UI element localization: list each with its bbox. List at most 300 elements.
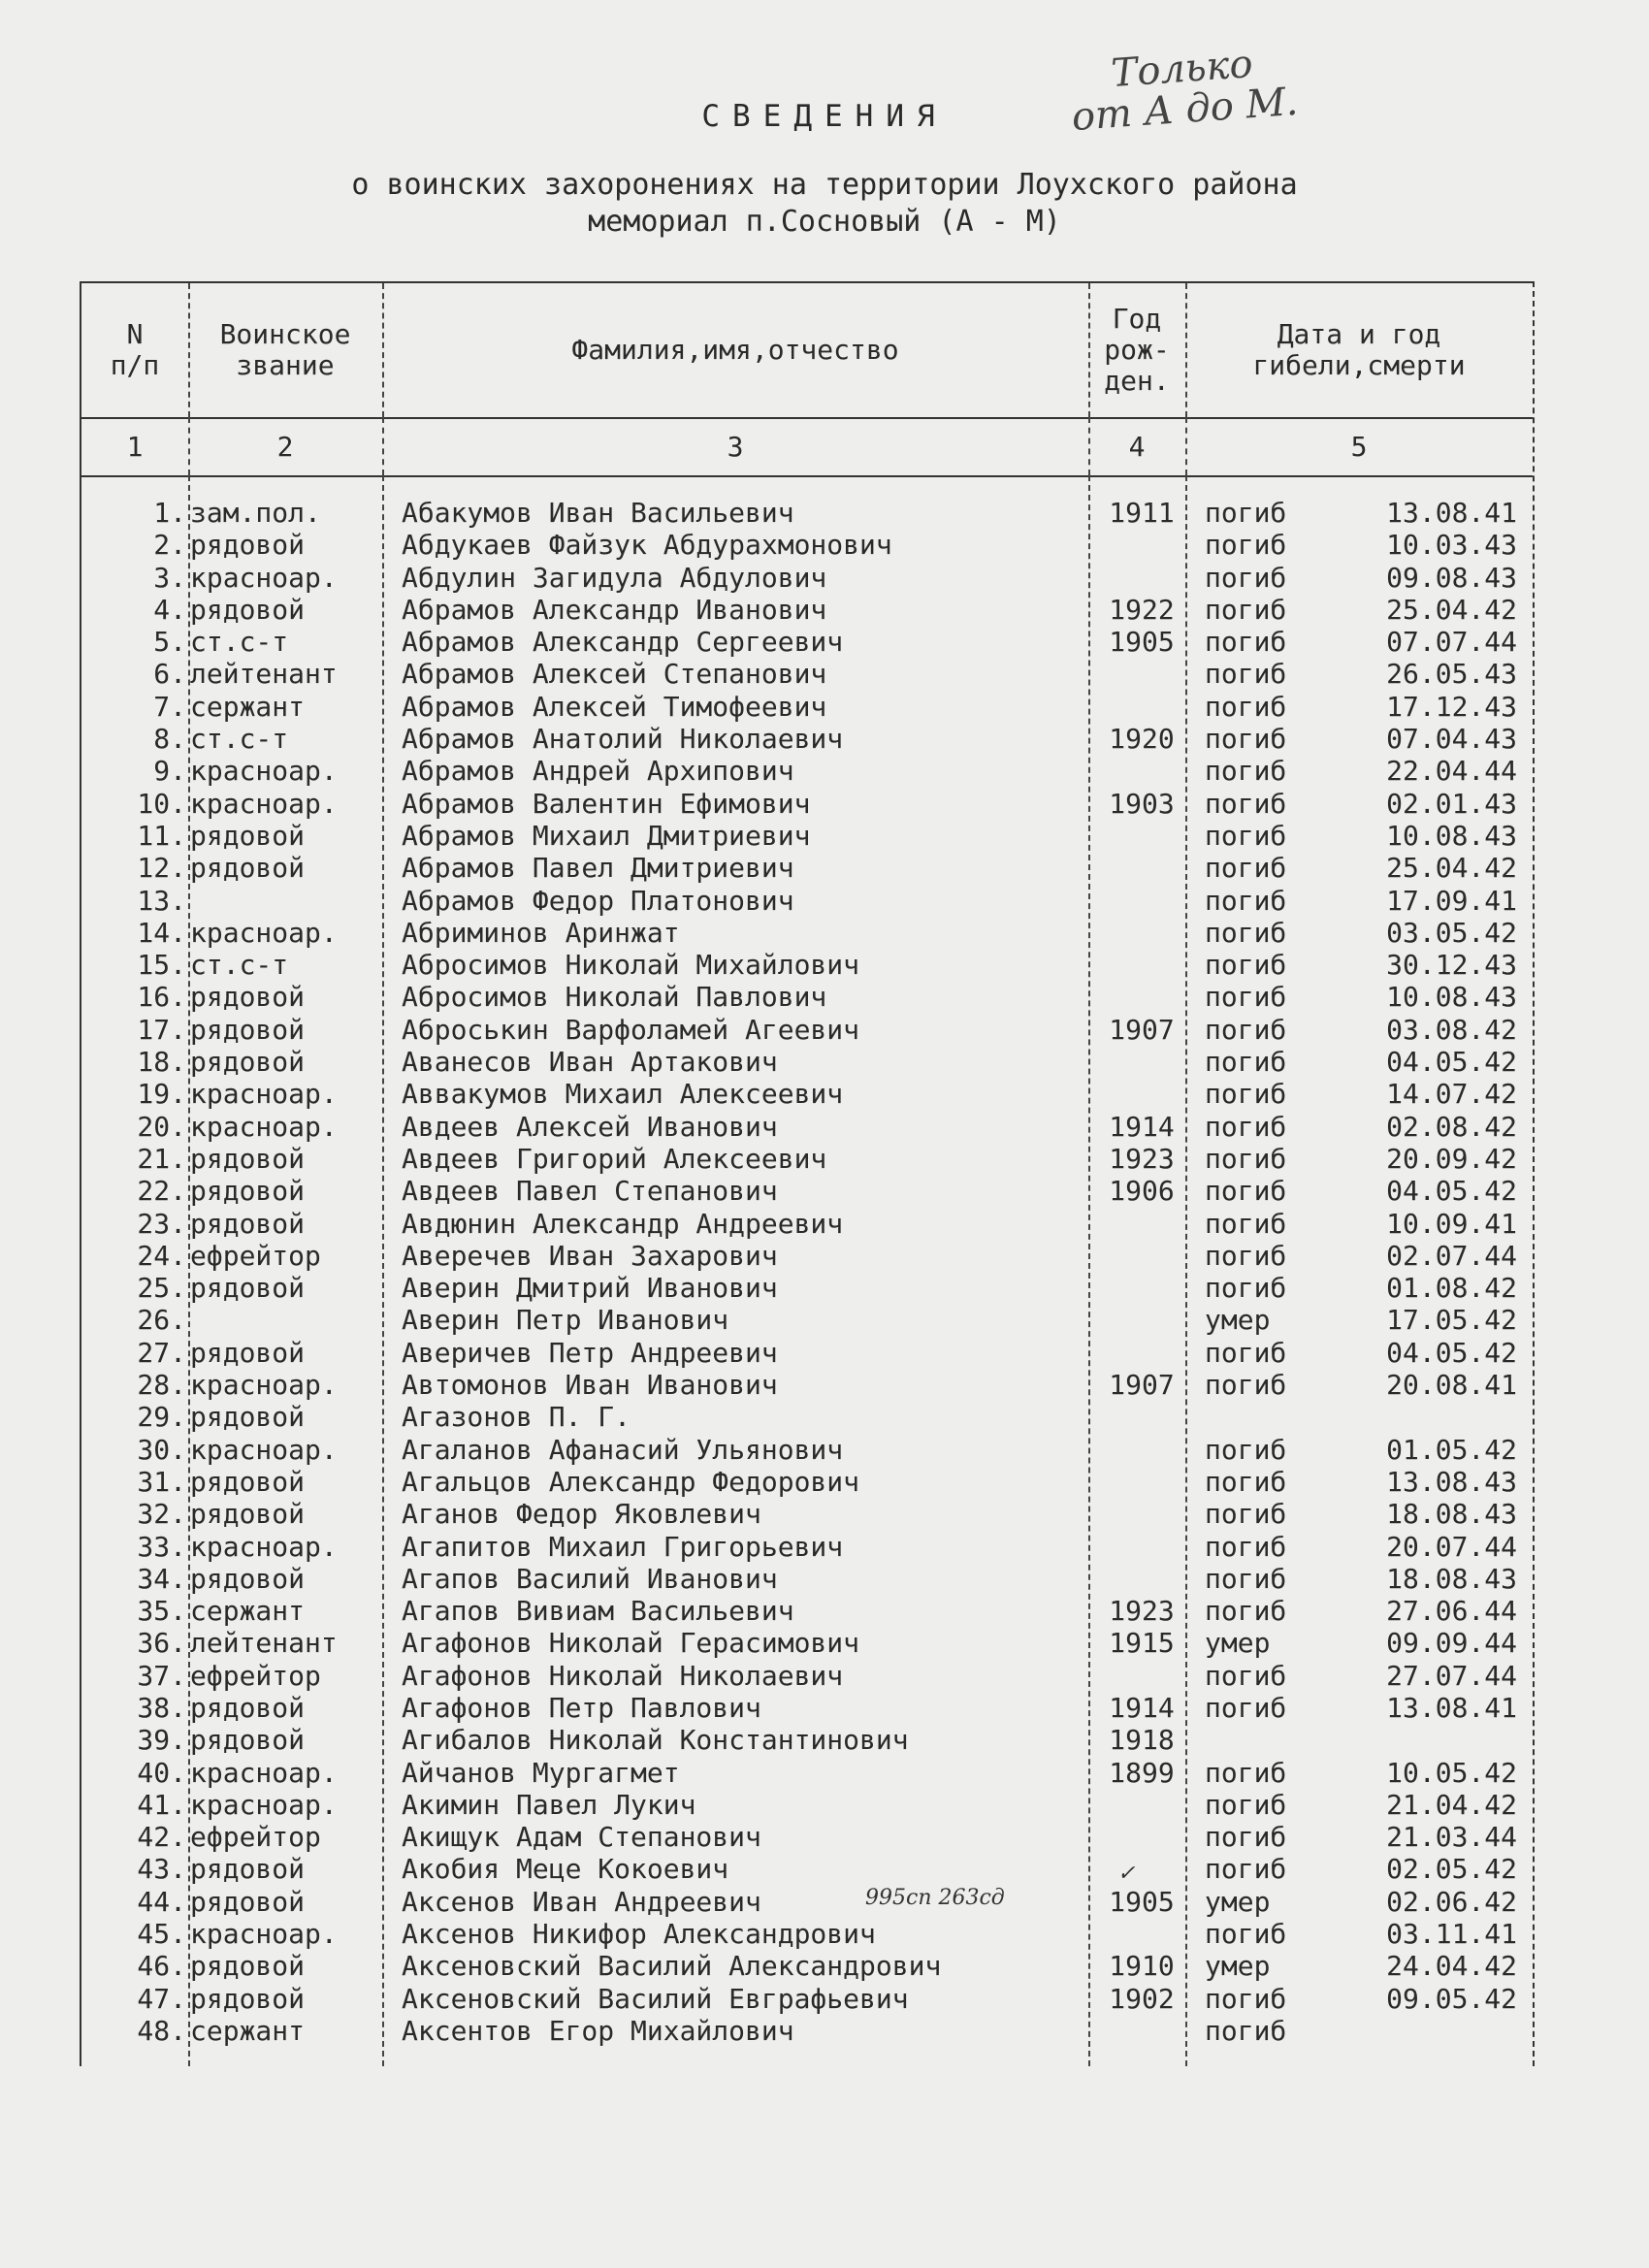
row-rank: рядовой xyxy=(190,1175,306,1208)
row-full-name: Агаланов Афанасий Ульянович xyxy=(402,1433,844,1466)
table-row xyxy=(81,529,1533,561)
row-number: 27. xyxy=(137,1336,186,1369)
row-rank: рядовой xyxy=(190,819,306,852)
row-full-name: Абрамов Анатолий Николаевич xyxy=(402,723,844,756)
row-status: погиб xyxy=(1205,1498,1287,1531)
row-full-name: Акобия Меце Кокоевич xyxy=(402,1853,729,1886)
row-death-date: 20.09.42 xyxy=(1386,1142,1517,1175)
row-birth-year: 1923 xyxy=(1109,1595,1175,1628)
row-status: погиб xyxy=(1205,884,1287,917)
table-body xyxy=(81,497,1533,2047)
table-row xyxy=(81,1595,1533,1627)
row-number: 25. xyxy=(137,1272,186,1305)
table-row xyxy=(81,1369,1533,1401)
row-death-date: 02.01.43 xyxy=(1386,787,1517,820)
row-death-date: 20.07.44 xyxy=(1386,1530,1517,1563)
row-rank: ефрейтор xyxy=(190,1239,321,1272)
row-status: погиб xyxy=(1205,787,1287,820)
row-rank: красноар. xyxy=(190,1530,338,1563)
document-subtitle xyxy=(0,167,1649,241)
table-row xyxy=(81,1531,1533,1563)
table-row xyxy=(81,1111,1533,1143)
row-rank: ст.с-т xyxy=(190,626,289,659)
table-row xyxy=(81,1627,1533,1659)
column-number: 1 xyxy=(126,430,144,463)
row-full-name: Абрамов Федор Платонович xyxy=(402,884,794,917)
row-full-name: Абрамов Андрей Архипович xyxy=(402,755,794,788)
row-rank: рядовой xyxy=(190,529,306,562)
table-row xyxy=(81,1466,1533,1498)
row-number: 6. xyxy=(153,658,186,691)
row-number: 37. xyxy=(137,1659,186,1692)
row-full-name: Абриминов Аринжат xyxy=(402,916,680,949)
row-number: 2. xyxy=(153,529,186,562)
row-death-date: 24.04.42 xyxy=(1386,1950,1517,1983)
row-full-name: Абросимов Николай Михайлович xyxy=(402,949,860,982)
row-death-date: 17.12.43 xyxy=(1386,690,1517,723)
row-number: 18. xyxy=(137,1046,186,1079)
row-full-name: Абрамов Александр Сергеевич xyxy=(402,626,844,659)
row-death-date: 21.04.42 xyxy=(1386,1788,1517,1821)
row-full-name: Абрамов Павел Дмитриевич xyxy=(402,852,794,885)
row-number: 39. xyxy=(137,1724,186,1757)
row-full-name: Аверин Дмитрий Иванович xyxy=(402,1272,778,1305)
row-number: 35. xyxy=(137,1595,186,1628)
table-row xyxy=(81,658,1533,690)
table-row xyxy=(81,1886,1533,1918)
row-status: погиб xyxy=(1205,1821,1287,1854)
row-birth-year: 1923 xyxy=(1109,1142,1175,1175)
row-status: погиб xyxy=(1205,1433,1287,1466)
row-number: 13. xyxy=(137,884,186,917)
table-row xyxy=(81,1918,1533,1950)
row-number: 47. xyxy=(137,1982,186,2015)
row-full-name: Абдулин Загидула Абдулович xyxy=(402,561,827,594)
row-death-date: 07.07.44 xyxy=(1386,626,1517,659)
row-status: погиб xyxy=(1205,819,1287,852)
row-rank: красноар. xyxy=(190,1078,338,1111)
row-number: 26. xyxy=(137,1304,186,1337)
row-status: погиб xyxy=(1205,626,1287,659)
table-row xyxy=(81,981,1533,1013)
row-death-date: 04.05.42 xyxy=(1386,1336,1517,1369)
row-full-name: Агибалов Николай Константинович xyxy=(402,1724,909,1757)
row-full-name: Акимин Павел Лукич xyxy=(402,1788,696,1821)
table-row xyxy=(81,788,1533,820)
row-death-date: 03.08.42 xyxy=(1386,1013,1517,1046)
row-rank: рядовой xyxy=(190,1142,306,1175)
row-full-name: Аганов Федор Яковлевич xyxy=(402,1498,761,1531)
row-full-name: Аксенов Никифор Александрович xyxy=(402,1918,876,1951)
row-number: 1. xyxy=(153,497,186,529)
row-number: 5. xyxy=(153,626,186,659)
table-header xyxy=(81,283,1533,419)
table-row xyxy=(81,691,1533,723)
row-death-date: 04.05.42 xyxy=(1386,1175,1517,1208)
row-full-name: Агафонов Николай Николаевич xyxy=(402,1659,844,1692)
row-death-date: 02.07.44 xyxy=(1386,1239,1517,1272)
table-row xyxy=(81,1660,1533,1692)
row-number: 30. xyxy=(137,1433,186,1466)
row-death-date: 30.12.43 xyxy=(1386,949,1517,982)
row-status: погиб xyxy=(1205,1465,1287,1498)
row-full-name: Авдеев Григорий Алексеевич xyxy=(402,1142,827,1175)
row-death-date: 03.11.41 xyxy=(1386,1918,1517,1951)
row-death-date: 22.04.44 xyxy=(1386,755,1517,788)
row-rank: красноар. xyxy=(190,1788,338,1821)
table-row xyxy=(81,1853,1533,1885)
row-status: погиб xyxy=(1205,1046,1287,1079)
checkmark: ✓ xyxy=(1117,1862,1136,1886)
row-status: погиб xyxy=(1205,1756,1287,1789)
table-row xyxy=(81,723,1533,755)
row-death-date: 13.08.41 xyxy=(1386,1691,1517,1724)
table-row xyxy=(81,594,1533,626)
row-birth-year: 1902 xyxy=(1109,1982,1175,2015)
row-status: погиб xyxy=(1205,723,1287,756)
row-death-date: 01.08.42 xyxy=(1386,1272,1517,1305)
row-status: погиб xyxy=(1205,1982,1287,2015)
row-rank: сержант xyxy=(190,1595,306,1628)
table-row xyxy=(81,1208,1533,1240)
row-status: погиб xyxy=(1205,755,1287,788)
row-number: 33. xyxy=(137,1530,186,1563)
row-full-name: Абрамов Александр Иванович xyxy=(402,593,827,626)
row-birth-year: 1905 xyxy=(1109,626,1175,659)
table-row xyxy=(81,1175,1533,1207)
row-rank: рядовой xyxy=(190,1691,306,1724)
table-row xyxy=(81,755,1533,787)
row-death-date: 03.05.42 xyxy=(1386,916,1517,949)
row-birth-year: 1922 xyxy=(1109,593,1175,626)
table-row xyxy=(81,562,1533,594)
row-full-name: Абрамов Алексей Степанович xyxy=(402,658,827,691)
row-birth-year: 1906 xyxy=(1109,1175,1175,1208)
row-death-date: 14.07.42 xyxy=(1386,1078,1517,1111)
table-row xyxy=(81,626,1533,658)
row-status: погиб xyxy=(1205,852,1287,885)
column-number: 5 xyxy=(1350,430,1368,463)
row-number: 11. xyxy=(137,819,186,852)
row-status: погиб xyxy=(1205,949,1287,982)
row-number: 38. xyxy=(137,1691,186,1724)
row-full-name: Агазонов П. Г. xyxy=(402,1401,631,1434)
row-status: погиб xyxy=(1205,1272,1287,1305)
header-number: N п/п xyxy=(110,318,160,381)
row-death-date: 25.04.42 xyxy=(1386,852,1517,885)
row-full-name: Аксентов Егор Михайлович xyxy=(402,2014,794,2047)
row-status: погиб xyxy=(1205,1207,1287,1240)
row-rank: ст.с-т xyxy=(190,723,289,756)
column-number: 2 xyxy=(276,430,294,463)
row-birth-year: 1899 xyxy=(1109,1756,1175,1789)
table-row xyxy=(81,917,1533,949)
row-rank: рядовой xyxy=(190,1562,306,1595)
row-death-date: 10.08.43 xyxy=(1386,819,1517,852)
table-row xyxy=(81,1143,1533,1175)
header-birth-year: Год рож- ден. xyxy=(1104,303,1170,397)
row-number: 41. xyxy=(137,1788,186,1821)
row-status: погиб xyxy=(1205,2014,1287,2047)
table-row xyxy=(81,1692,1533,1724)
row-rank: рядовой xyxy=(190,852,306,885)
row-rank: рядовой xyxy=(190,1336,306,1369)
row-status: погиб xyxy=(1205,1530,1287,1563)
row-rank: красноар. xyxy=(190,755,338,788)
row-rank: красноар. xyxy=(190,787,338,820)
row-death-date: 02.08.42 xyxy=(1386,1110,1517,1143)
row-number: 15. xyxy=(137,949,186,982)
row-number: 28. xyxy=(137,1369,186,1402)
table-row xyxy=(81,1014,1533,1046)
table-row xyxy=(81,820,1533,852)
row-death-date: 02.05.42 xyxy=(1386,1853,1517,1886)
row-status: погиб xyxy=(1205,1369,1287,1402)
row-full-name: Авдюнин Александр Андреевич xyxy=(402,1207,844,1240)
row-number: 21. xyxy=(137,1142,186,1175)
row-number: 45. xyxy=(137,1918,186,1951)
row-death-date: 13.08.43 xyxy=(1386,1465,1517,1498)
subtitle-line-2: мемориал п.Сосновый (А - М) xyxy=(588,205,1061,239)
row-full-name: Аксеновский Василий Александрович xyxy=(402,1950,942,1983)
row-status: погиб xyxy=(1205,1788,1287,1821)
row-status: погиб xyxy=(1205,1659,1287,1692)
table-row xyxy=(81,1757,1533,1789)
row-number: 48. xyxy=(137,2014,186,2047)
row-status: погиб xyxy=(1205,1239,1287,1272)
row-full-name: Абрамов Михаил Дмитриевич xyxy=(402,819,811,852)
table-row xyxy=(81,1983,1533,2015)
row-rank: рядовой xyxy=(190,1982,306,2015)
row-rank: рядовой xyxy=(190,1498,306,1531)
row-full-name: Автомонов Иван Иванович xyxy=(402,1369,778,1402)
row-full-name: Абрамов Алексей Тимофеевич xyxy=(402,690,827,723)
row-rank: рядовой xyxy=(190,1465,306,1498)
burial-table xyxy=(80,281,1535,2066)
row-death-date: 09.05.42 xyxy=(1386,1982,1517,2015)
row-number: 12. xyxy=(137,852,186,885)
row-number: 31. xyxy=(137,1465,186,1498)
row-death-date: 18.08.43 xyxy=(1386,1562,1517,1595)
row-death-date: 21.03.44 xyxy=(1386,1821,1517,1854)
row-death-date: 01.05.42 xyxy=(1386,1433,1517,1466)
row-full-name: Айчанов Мургагмет xyxy=(402,1756,680,1789)
table-row xyxy=(81,1563,1533,1595)
row-rank: рядовой xyxy=(190,1013,306,1046)
row-status: погиб xyxy=(1205,1110,1287,1143)
row-status: погиб xyxy=(1205,593,1287,626)
row-status: погиб xyxy=(1205,497,1287,529)
row-rank: красноар. xyxy=(190,1369,338,1402)
row-status: умер xyxy=(1205,1885,1271,1918)
row-birth-year: 1914 xyxy=(1109,1691,1175,1724)
table-row xyxy=(81,1272,1533,1304)
row-rank: красноар. xyxy=(190,1433,338,1466)
row-rank: лейтенант xyxy=(190,658,338,691)
row-number: 8. xyxy=(153,723,186,756)
row-birth-year: 1905 xyxy=(1109,1885,1175,1918)
table-row xyxy=(81,1401,1533,1433)
row-status: погиб xyxy=(1205,1918,1287,1951)
row-rank: рядовой xyxy=(190,1724,306,1757)
row-death-date: 10.03.43 xyxy=(1386,529,1517,562)
row-death-date: 10.08.43 xyxy=(1386,981,1517,1014)
row-rank: рядовой xyxy=(190,1272,306,1305)
row-rank: рядовой xyxy=(190,1950,306,1983)
header-full-name: Фамилия,имя,отчество xyxy=(571,334,899,366)
row-number: 16. xyxy=(137,981,186,1014)
row-status: погиб xyxy=(1205,1175,1287,1208)
row-status: погиб xyxy=(1205,658,1287,691)
row-status: погиб xyxy=(1205,1562,1287,1595)
row-number: 34. xyxy=(137,1562,186,1595)
column-number: 4 xyxy=(1128,430,1146,463)
row-rank: красноар. xyxy=(190,1110,338,1143)
table-row xyxy=(81,852,1533,884)
row-number: 23. xyxy=(137,1207,186,1240)
row-death-date: 17.09.41 xyxy=(1386,884,1517,917)
row-full-name: Агафонов Николай Герасимович xyxy=(402,1627,860,1660)
row-number: 29. xyxy=(137,1401,186,1434)
row-birth-year: 1915 xyxy=(1109,1627,1175,1660)
row-number: 14. xyxy=(137,916,186,949)
row-rank: красноар. xyxy=(190,1756,338,1789)
row-full-name: Абрамов Валентин Ефимович xyxy=(402,787,811,820)
row-birth-year: 1918 xyxy=(1109,1724,1175,1757)
row-birth-year: 1907 xyxy=(1109,1013,1175,1046)
row-status: погиб xyxy=(1205,1142,1287,1175)
table-row xyxy=(81,2015,1533,2047)
row-death-date: 27.06.44 xyxy=(1386,1595,1517,1628)
row-number: 7. xyxy=(153,690,186,723)
row-death-date: 25.04.42 xyxy=(1386,593,1517,626)
row-full-name: Аброськин Варфоламей Агеевич xyxy=(402,1013,860,1046)
row-number: 43. xyxy=(137,1853,186,1886)
row-death-date: 09.09.44 xyxy=(1386,1627,1517,1660)
table-row xyxy=(81,497,1533,529)
row-full-name: Аверичев Петр Андреевич xyxy=(402,1336,778,1369)
row-status: умер xyxy=(1205,1950,1271,1983)
row-rank: красноар. xyxy=(190,561,338,594)
row-rank: рядовой xyxy=(190,1885,306,1918)
row-status: погиб xyxy=(1205,1853,1287,1886)
row-death-date: 04.05.42 xyxy=(1386,1046,1517,1079)
row-death-date: 07.04.43 xyxy=(1386,723,1517,756)
row-number: 42. xyxy=(137,1821,186,1854)
row-number: 32. xyxy=(137,1498,186,1531)
row-rank: рядовой xyxy=(190,1853,306,1886)
column-number: 3 xyxy=(727,430,744,463)
row-status: погиб xyxy=(1205,561,1287,594)
row-number: 24. xyxy=(137,1239,186,1272)
row-rank: зам.пол. xyxy=(190,497,321,529)
row-death-date: 18.08.43 xyxy=(1386,1498,1517,1531)
row-birth-year: 1911 xyxy=(1109,497,1175,529)
row-birth-year: 1920 xyxy=(1109,723,1175,756)
row-rank: ефрейтор xyxy=(190,1659,321,1692)
table-row xyxy=(81,1821,1533,1853)
table-row xyxy=(81,1498,1533,1530)
row-death-date: 10.05.42 xyxy=(1386,1756,1517,1789)
row-status: погиб xyxy=(1205,1013,1287,1046)
row-birth-year: 1910 xyxy=(1109,1950,1175,1983)
table-row xyxy=(81,1950,1533,1982)
row-birth-year: 1903 xyxy=(1109,787,1175,820)
header-death-date: Дата и год гибели,смерти xyxy=(1252,318,1466,381)
row-number: 46. xyxy=(137,1950,186,1983)
row-full-name: Авдеев Алексей Иванович xyxy=(402,1110,778,1143)
row-death-date: 10.09.41 xyxy=(1386,1207,1517,1240)
document-title: СВЕДЕНИЯ xyxy=(701,99,948,134)
row-birth-year: 1907 xyxy=(1109,1369,1175,1402)
row-number: 19. xyxy=(137,1078,186,1111)
table-row xyxy=(81,1046,1533,1078)
row-full-name: Агафонов Петр Павлович xyxy=(402,1691,761,1724)
row-full-name: Агапов Василий Иванович xyxy=(402,1562,778,1595)
row-full-name: Аввакумов Михаил Алексеевич xyxy=(402,1078,844,1111)
row-number: 9. xyxy=(153,755,186,788)
row-number: 10. xyxy=(137,787,186,820)
row-full-name: Абакумов Иван Васильевич xyxy=(402,497,794,529)
row-number: 17. xyxy=(137,1013,186,1046)
subtitle-line-1: о воинских захоронениях на территории Лоухского района xyxy=(351,168,1298,202)
row-full-name: Аксеновский Василий Евграфьевич xyxy=(402,1982,909,2015)
row-number: 22. xyxy=(137,1175,186,1208)
table-row xyxy=(81,949,1533,981)
table-row xyxy=(81,1724,1533,1756)
header-rank: Воинское звание xyxy=(219,318,351,381)
row-rank: лейтенант xyxy=(190,1627,338,1660)
row-death-date: 13.08.41 xyxy=(1386,497,1517,529)
table-row xyxy=(81,1789,1533,1821)
row-number: 40. xyxy=(137,1756,186,1789)
row-rank: сержант xyxy=(190,690,306,723)
table-row xyxy=(81,1078,1533,1110)
row-rank: ефрейтор xyxy=(190,1821,321,1854)
table-row xyxy=(81,1434,1533,1466)
row-rank: ст.с-т xyxy=(190,949,289,982)
row-number: 4. xyxy=(153,593,186,626)
row-full-name: Агапитов Михаил Григорьевич xyxy=(402,1530,844,1563)
row-rank: рядовой xyxy=(190,1207,306,1240)
margin-note: 995сп 263сд xyxy=(865,1886,1005,1910)
row-rank: сержант xyxy=(190,2014,306,2047)
row-status: погиб xyxy=(1205,1336,1287,1369)
row-full-name: Агальцов Александр Федорович xyxy=(402,1465,860,1498)
row-status: погиб xyxy=(1205,529,1287,562)
row-number: 3. xyxy=(153,561,186,594)
column-number-row xyxy=(81,417,1533,477)
row-status: погиб xyxy=(1205,981,1287,1014)
handwritten-note: Только от А до М. xyxy=(1070,42,1300,141)
row-status: погиб xyxy=(1205,1595,1287,1628)
table-row xyxy=(81,1304,1533,1336)
row-status: умер xyxy=(1205,1627,1271,1660)
row-number: 20. xyxy=(137,1110,186,1143)
row-full-name: Аксенов Иван Андреевич xyxy=(402,1885,761,1918)
row-status: погиб xyxy=(1205,690,1287,723)
row-full-name: Агапов Вивиам Васильевич xyxy=(402,1595,794,1628)
table-row xyxy=(81,1240,1533,1272)
row-rank: рядовой xyxy=(190,981,306,1014)
row-status: погиб xyxy=(1205,1078,1287,1111)
row-full-name: Аверечев Иван Захарович xyxy=(402,1239,778,1272)
row-full-name: Абдукаев Файзук Абдурахмонович xyxy=(402,529,892,562)
row-death-date: 26.05.43 xyxy=(1386,658,1517,691)
row-status: погиб xyxy=(1205,916,1287,949)
row-rank: красноар. xyxy=(190,1918,338,1951)
row-birth-year: 1914 xyxy=(1109,1110,1175,1143)
